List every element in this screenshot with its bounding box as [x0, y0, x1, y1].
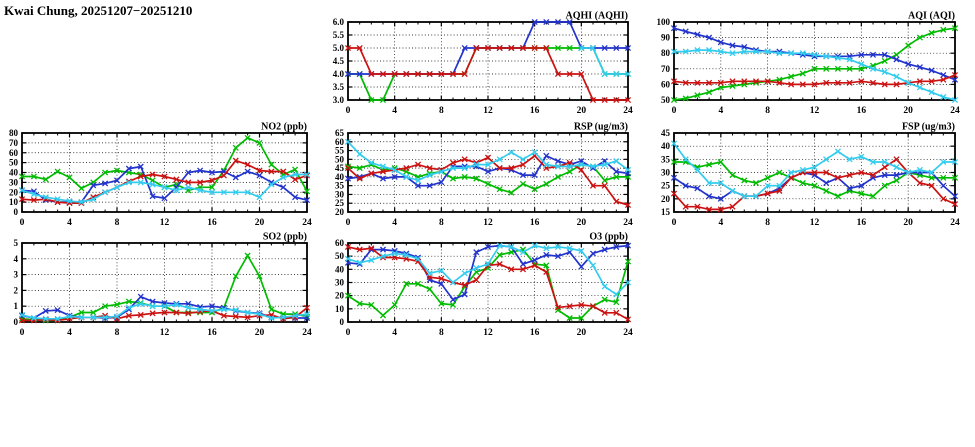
rsp-ytick-label: 35 [335, 180, 344, 191]
page-title: Kwai Chung, 20251207−20251210 [4, 3, 193, 18]
no2-ytick-label: 30 [9, 177, 18, 188]
chart-so2 [0, 231, 319, 338]
rsp-ytick-label: 25 [335, 198, 344, 209]
o3-chart-title: O3 (ppb) [589, 231, 628, 243]
o3-xtick-label: 0 [345, 328, 351, 338]
no2-ytick-label: 20 [9, 187, 18, 198]
o3-xtick-label: 12 [483, 328, 493, 338]
so2-xtick-label: 20 [254, 328, 265, 338]
fsp-chart-title: FSP (ug/m3) [901, 121, 955, 133]
rsp-xtick-label: 12 [483, 218, 493, 228]
chart-aqhi [324, 10, 640, 116]
aqi-ytick-label: 70 [661, 63, 670, 74]
no2-xtick-label: 20 [254, 218, 265, 228]
no2-xtick-label: 12 [159, 218, 170, 228]
fsp-xtick-label: 12 [809, 218, 820, 228]
o3-ytick-label: 60 [335, 238, 344, 248]
chart-rsp [324, 121, 640, 228]
aqi-xtick-label: 16 [856, 106, 867, 116]
no2-ytick-label: 0 [13, 207, 18, 217]
rsp-xtick-label: 4 [392, 218, 398, 228]
chart-o3 [324, 231, 640, 338]
o3-ytick-label: 30 [335, 277, 344, 288]
fsp-ytick-label: 40 [661, 141, 670, 152]
o3-ytick-label: 50 [335, 251, 344, 262]
rsp-xtick-label: 20 [576, 218, 587, 228]
so2-ytick-label: 0 [13, 317, 18, 327]
no2-ytick-label: 60 [9, 147, 18, 158]
aqhi-xtick-label: 0 [345, 106, 351, 116]
rsp-ytick-label: 20 [335, 207, 344, 217]
so2-xtick-label: 4 [67, 328, 72, 338]
aqhi-ytick-label: 3.5 [332, 82, 344, 92]
fsp-ytick-label: 30 [661, 167, 670, 178]
aqi-ytick-label: 90 [661, 32, 670, 43]
so2-ytick-label: 3 [13, 269, 18, 280]
o3-xtick-label: 16 [529, 328, 540, 338]
aqhi-ytick-label: 6.0 [332, 17, 344, 27]
no2-ytick-label: 70 [9, 137, 18, 148]
aqi-ytick-label: 50 [661, 95, 670, 105]
aqhi-xtick-label: 16 [529, 106, 540, 116]
no2-xtick-label: 24 [302, 218, 312, 228]
fsp-xtick-label: 8 [765, 218, 771, 228]
aqi-ytick-label: 80 [661, 48, 670, 59]
rsp-series-cyan-markers [345, 139, 630, 183]
chart-fsp [650, 121, 967, 228]
rsp-ytick-label: 40 [335, 171, 344, 182]
so2-ytick-label: 2 [13, 285, 18, 296]
aqi-xtick-label: 12 [809, 106, 820, 116]
o3-ytick-label: 40 [335, 264, 344, 275]
rsp-ytick-label: 55 [335, 145, 344, 156]
o3-ytick-label: 0 [339, 317, 344, 327]
fsp-xtick-label: 20 [903, 218, 913, 228]
no2-xtick-label: 0 [19, 218, 25, 228]
rsp-chart-title: RSP (ug/m3) [573, 121, 628, 133]
o3-xtick-label: 24 [623, 328, 633, 338]
aqi-ytick-label: 100 [656, 17, 670, 27]
rsp-xtick-label: 24 [623, 218, 633, 228]
aqi-chart-title: AQI (AQI) [908, 10, 955, 22]
aqhi-ytick-label: 4.5 [332, 56, 344, 66]
so2-xtick-label: 16 [207, 328, 217, 338]
aqi-xtick-label: 4 [718, 106, 724, 116]
rsp-series-red-markers [345, 153, 630, 207]
no2-chart-title: NO2 (ppb) [261, 121, 307, 133]
o3-xtick-label: 8 [438, 328, 444, 338]
fsp-ytick-label: 20 [661, 193, 670, 204]
fsp-xtick-label: 4 [718, 218, 724, 228]
so2-xtick-label: 12 [159, 328, 170, 338]
so2-xtick-label: 8 [114, 328, 120, 338]
so2-ytick-label: 1 [13, 301, 18, 312]
fsp-xtick-label: 16 [856, 218, 867, 228]
o3-xtick-label: 4 [392, 328, 398, 338]
aqhi-ytick-label: 4.0 [332, 69, 344, 79]
fsp-ytick-label: 25 [661, 180, 670, 191]
no2-ytick-label: 80 [9, 128, 18, 138]
o3-ytick-label: 10 [335, 303, 344, 314]
fsp-xtick-label: 0 [671, 218, 677, 228]
fsp-ytick-label: 15 [661, 207, 670, 217]
rsp-ytick-label: 45 [335, 163, 344, 174]
so2-xtick-label: 24 [302, 328, 312, 338]
chart-no2 [0, 121, 319, 228]
rsp-ytick-label: 65 [335, 128, 344, 138]
so2-chart-title: SO2 (ppb) [262, 231, 307, 243]
aqhi-xtick-label: 8 [438, 106, 444, 116]
so2-ytick-label: 4 [13, 253, 18, 264]
aqi-xtick-label: 20 [903, 106, 913, 116]
aqi-xtick-label: 24 [950, 106, 960, 116]
aqhi-xtick-label: 20 [576, 106, 587, 116]
aqhi-chart-title: AQHI (AQHI) [565, 10, 628, 22]
no2-ytick-label: 40 [9, 167, 18, 178]
aqi-xtick-label: 8 [765, 106, 771, 116]
no2-ytick-label: 10 [9, 197, 18, 208]
no2-xtick-label: 16 [207, 218, 217, 228]
o3-xtick-label: 20 [576, 328, 587, 338]
fsp-ytick-label: 45 [661, 128, 670, 138]
aqhi-ytick-label: 5.0 [332, 43, 344, 53]
so2-ytick-label: 5 [13, 238, 18, 248]
aqhi-xtick-label: 12 [483, 106, 493, 116]
fsp-xtick-label: 24 [950, 218, 960, 228]
aqhi-ytick-label: 5.5 [332, 30, 344, 40]
o3-ytick-label: 20 [335, 290, 344, 301]
aqi-ytick-label: 60 [661, 79, 670, 90]
rsp-xtick-label: 16 [529, 218, 540, 228]
aqi-xtick-label: 0 [671, 106, 677, 116]
fsp-ytick-label: 35 [661, 154, 670, 165]
aqhi-ytick-label: 3.0 [332, 95, 344, 105]
rsp-xtick-label: 0 [345, 218, 351, 228]
o3-series-cyan-markers [345, 243, 630, 297]
aqhi-xtick-label: 24 [623, 106, 633, 116]
chart-aqi [650, 10, 967, 116]
no2-xtick-label: 4 [67, 218, 72, 228]
aqhi-xtick-label: 4 [392, 106, 398, 116]
so2-xtick-label: 0 [19, 328, 25, 338]
rsp-xtick-label: 8 [438, 218, 444, 228]
no2-xtick-label: 8 [114, 218, 120, 228]
no2-ytick-label: 50 [9, 157, 18, 168]
rsp-ytick-label: 60 [335, 136, 344, 147]
rsp-ytick-label: 50 [335, 154, 344, 165]
rsp-ytick-label: 30 [335, 189, 344, 200]
